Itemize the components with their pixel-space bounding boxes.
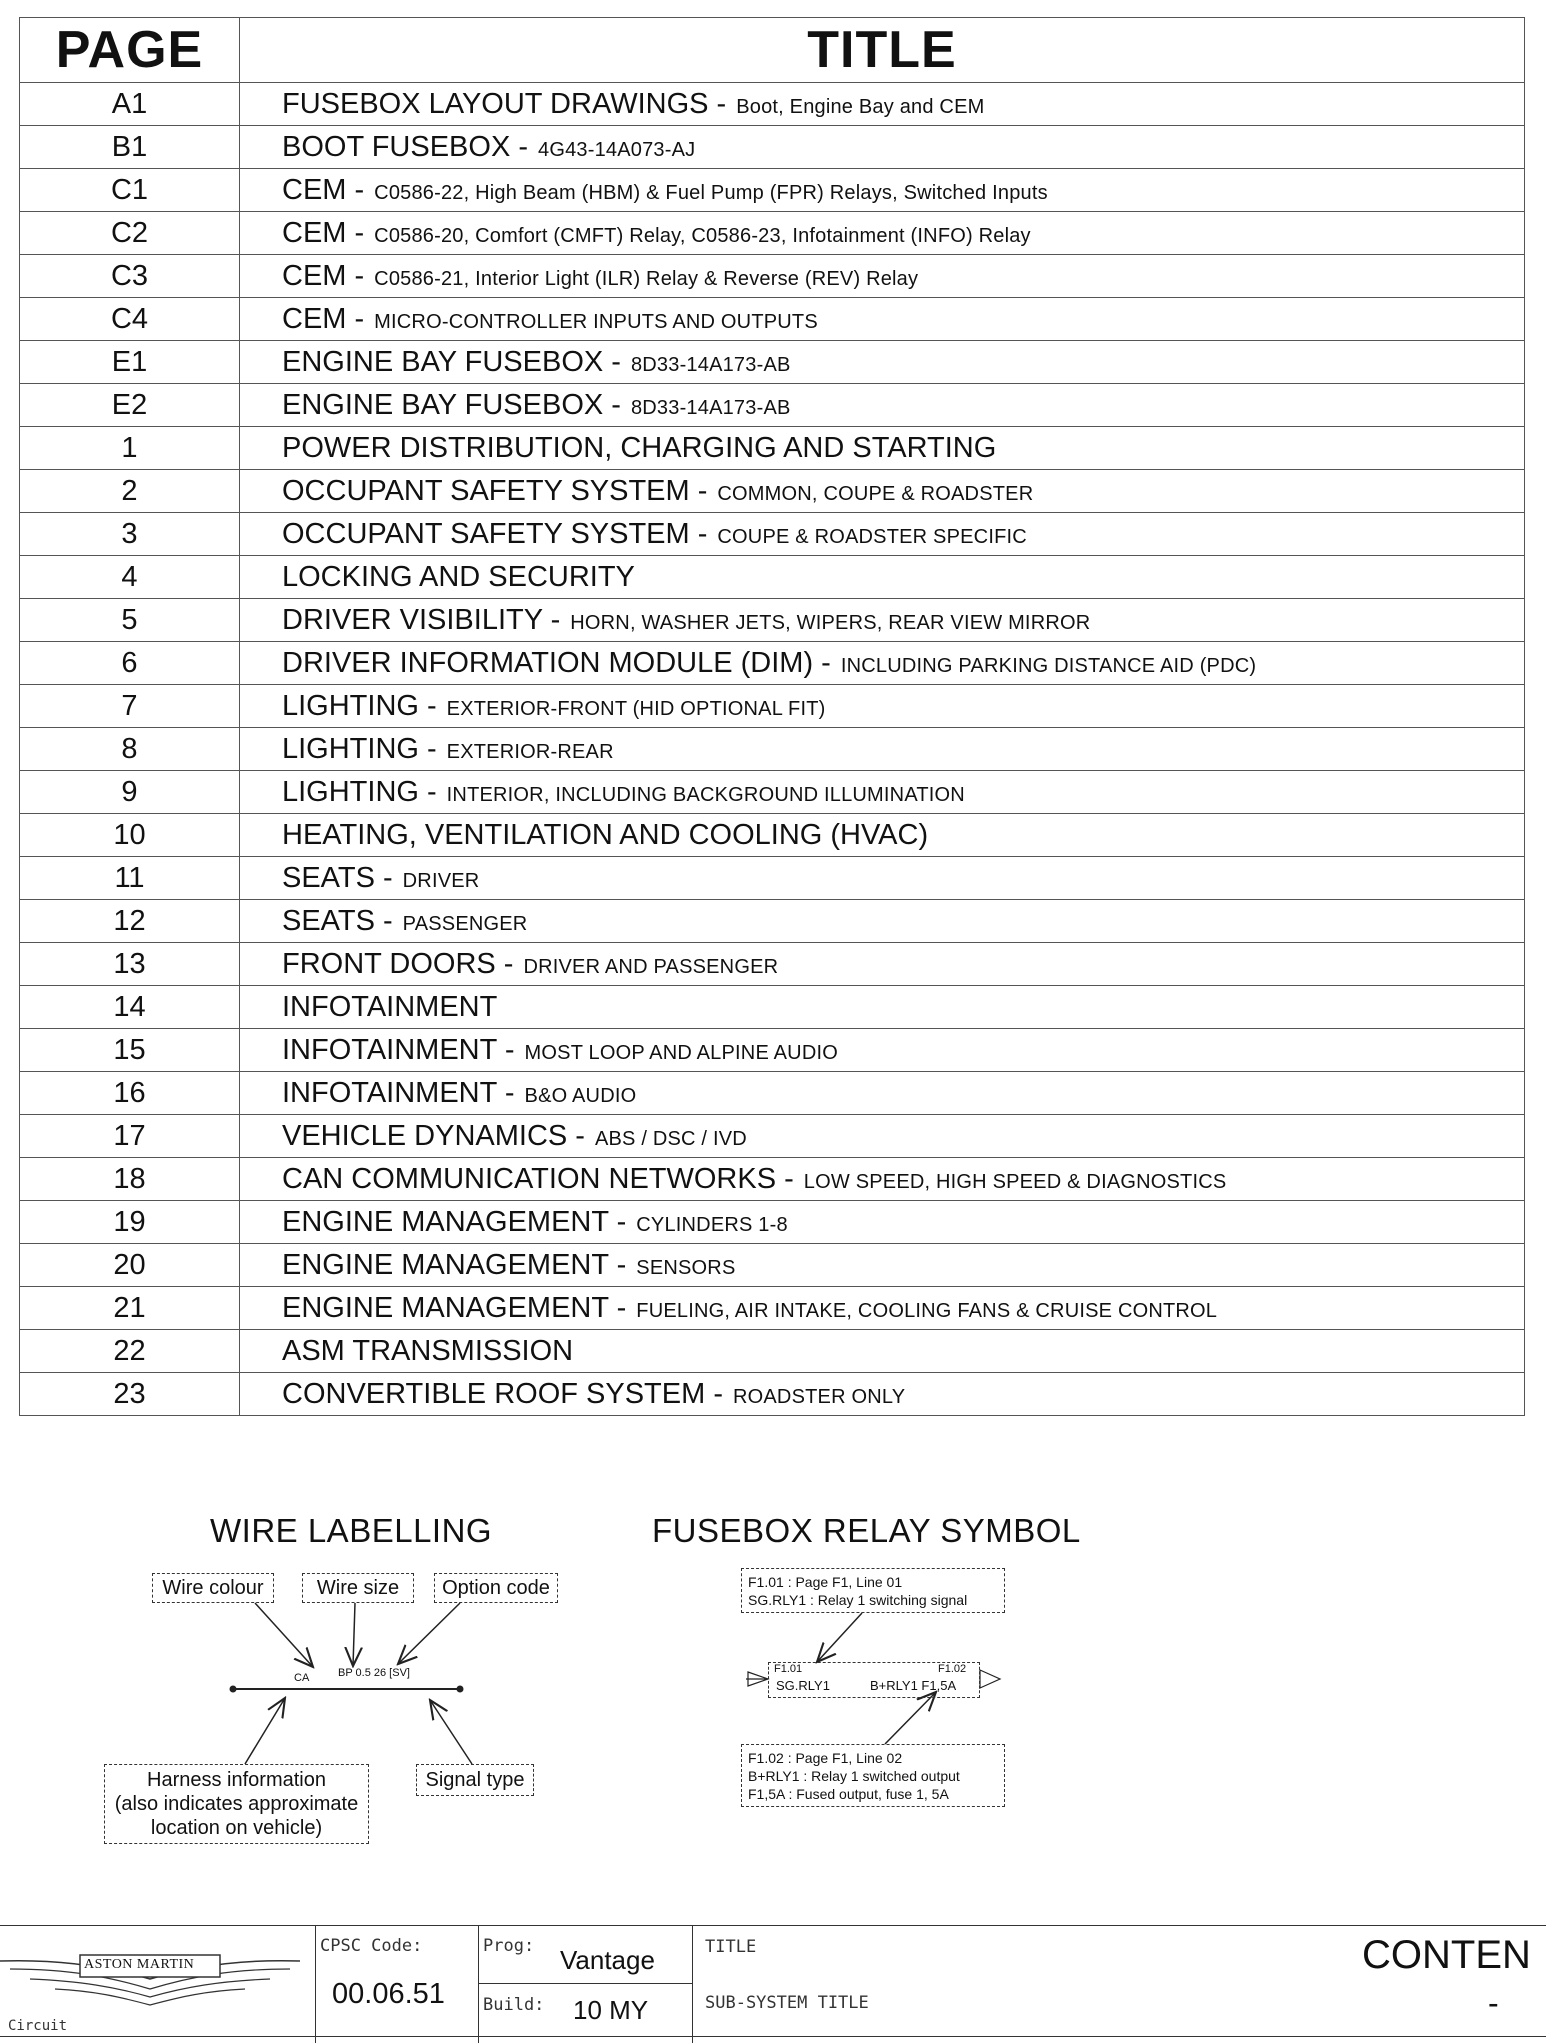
page-number-cell: 18: [20, 1158, 240, 1201]
section-subtitle: DRIVER AND PASSENGER: [523, 955, 779, 978]
page-number-cell: E2: [20, 384, 240, 427]
page-number-cell: 3: [20, 513, 240, 556]
section-title: FUSEBOX LAYOUT DRAWINGS -: [282, 87, 727, 120]
wire-colour-arrow: [255, 1603, 313, 1667]
section-subtitle: SENSORS: [636, 1256, 736, 1279]
page-number-cell: 4: [20, 556, 240, 599]
page-number-cell: 5: [20, 599, 240, 642]
prog-cell-divider: [478, 1925, 479, 2043]
section-title: SEATS -: [282, 904, 393, 937]
section-title: CONVERTIBLE ROOF SYSTEM -: [282, 1377, 723, 1410]
relay-top-note: [741, 1568, 1005, 1613]
page-number-cell: 13: [20, 943, 240, 986]
section-title: CAN COMMUNICATION NETWORKS -: [282, 1162, 794, 1195]
harness-info-line1: Harness information: [147, 1769, 326, 1791]
section-subtitle: CYLINDERS 1-8: [636, 1213, 788, 1236]
page-number-cell: C4: [20, 298, 240, 341]
section-title: INFOTAINMENT: [282, 990, 498, 1023]
title-label: TITLE: [705, 1937, 757, 1957]
section-title: DRIVER INFORMATION MODULE (DIM) -: [282, 646, 831, 679]
page-number-cell: 1: [20, 427, 240, 470]
section-title: ENGINE MANAGEMENT -: [282, 1248, 627, 1281]
section-title: CEM -: [282, 216, 365, 249]
section-subtitle: HORN, WASHER JETS, WIPERS, REAR VIEW MIRROR: [570, 611, 1091, 634]
relay-bottom-note-line2: B+RLY1 : Relay 1 switched output: [748, 1767, 960, 1784]
section-title: LIGHTING -: [282, 689, 437, 722]
section-title: HEATING, VENTILATION AND COOLING (HVAC): [282, 818, 929, 851]
page-number-cell: 9: [20, 771, 240, 814]
section-title: ENGINE BAY FUSEBOX -: [282, 388, 621, 421]
section-subtitle: Boot, Engine Bay and CEM: [736, 95, 985, 118]
cpsc-code-label: CPSC Code:: [320, 1936, 423, 1956]
relay-top-note-line1: F1.01 : Page F1, Line 01: [748, 1573, 903, 1590]
prog-value: Vantage: [560, 1945, 655, 1975]
page-title-value: CONTEN: [1362, 1933, 1531, 1977]
circuit-label: Circuit: [8, 2018, 68, 2034]
relay-bottom-note-line3: F1,5A : Fused output, fuse 1, 5A: [748, 1785, 949, 1802]
section-title: FRONT DOORS -: [282, 947, 514, 980]
section-subtitle: ABS / DSC / IVD: [594, 1127, 747, 1150]
wire-size-box: Wire size: [302, 1573, 414, 1603]
title-column-header: TITLE: [240, 18, 1525, 83]
option-code-box: Option code: [434, 1573, 558, 1603]
section-subtitle: DRIVER: [402, 869, 480, 892]
subsystem-title-label: SUB-SYSTEM TITLE: [705, 1993, 869, 2013]
harness-info-box: [104, 1764, 369, 1844]
section-title: SEATS -: [282, 861, 393, 894]
page-number-cell: C2: [20, 212, 240, 255]
wire-size-arrow: [353, 1603, 355, 1666]
section-subtitle: 8D33-14A173-AB: [630, 396, 791, 419]
section-title: POWER DISTRIBUTION, CHARGING AND STARTING: [282, 431, 997, 464]
section-title: INFOTAINMENT -: [282, 1076, 515, 1109]
section-title: LIGHTING -: [282, 732, 437, 765]
page-number-cell: 14: [20, 986, 240, 1029]
wire-colour-box: Wire colour: [152, 1573, 274, 1603]
page-number-cell: 21: [20, 1287, 240, 1330]
section-title: LIGHTING -: [282, 775, 437, 808]
page-number-cell: 7: [20, 685, 240, 728]
relay-output-arrowhead: [980, 1670, 1000, 1688]
relay-top-note-line2: SG.RLY1 : Relay 1 switching signal: [748, 1591, 968, 1608]
section-subtitle: INTERIOR, INCLUDING BACKGROUND ILLUMINATION: [446, 783, 965, 806]
section-subtitle: 8D33-14A173-AB: [630, 353, 791, 376]
page-number-cell: 12: [20, 900, 240, 943]
wire-left-label: CA: [294, 1672, 310, 1684]
section-subtitle: LOW SPEED, HIGH SPEED & DIAGNOSTICS: [803, 1170, 1227, 1193]
build-label: Build:: [483, 1995, 545, 2015]
cpsc-code-value: 00.06.51: [332, 1978, 445, 2010]
cpsc-cell-divider: [315, 1925, 316, 2043]
page-number-cell: E1: [20, 341, 240, 384]
wire-end-dot-right: [457, 1686, 464, 1693]
section-subtitle: MICRO-CONTROLLER INPUTS AND OUTPUTS: [374, 310, 818, 333]
harness-info-line3: location on vehicle): [150, 1817, 323, 1839]
relay-left-ref: F1.01: [774, 1663, 803, 1675]
aston-martin-logo: [0, 1939, 300, 2009]
logo-text: ASTON MARTIN: [84, 1957, 195, 1972]
section-subtitle: C0586-22, High Beam (HBM) & Fuel Pump (FPR) Relays, Switched Inputs: [374, 181, 1048, 204]
section-subtitle: INCLUDING PARKING DISTANCE AID (PDC): [840, 654, 1257, 677]
section-subtitle: COMMON, COUPE & ROADSTER: [717, 482, 1034, 505]
page-number-cell: 23: [20, 1373, 240, 1416]
build-value: 10 MY: [573, 1995, 649, 2025]
page-number-cell: C1: [20, 169, 240, 212]
wire-labelling-heading: WIRE LABELLING: [210, 1512, 493, 1549]
section-title: CEM -: [282, 259, 365, 292]
page-number-cell: 15: [20, 1029, 240, 1072]
section-title: OCCUPANT SAFETY SYSTEM -: [282, 517, 708, 550]
section-subtitle: PASSENGER: [402, 912, 528, 935]
section-subtitle: C0586-20, Comfort (CMFT) Relay, C0586-23, Infotainment (INFO) Relay: [374, 224, 1031, 247]
wire-end-dot-left: [230, 1686, 237, 1693]
section-subtitle: C0586-21, Interior Light (ILR) Relay & Reverse (REV) Relay: [374, 267, 919, 290]
signal-type-box: Signal type: [416, 1764, 534, 1796]
section-title: ENGINE MANAGEMENT -: [282, 1205, 627, 1238]
section-subtitle: COUPE & ROADSTER SPECIFIC: [717, 525, 1027, 548]
section-title: ENGINE BAY FUSEBOX -: [282, 345, 621, 378]
page-number-cell: B1: [20, 126, 240, 169]
page-number-cell: 17: [20, 1115, 240, 1158]
section-subtitle: EXTERIOR-FRONT (HID OPTIONAL FIT): [446, 697, 826, 720]
section-title: BOOT FUSEBOX -: [282, 130, 529, 163]
title-block-top-rule: [0, 1925, 1546, 1926]
page-number-cell: 2: [20, 470, 240, 513]
page-number-cell: 10: [20, 814, 240, 857]
relay-top-arrow: [817, 1613, 862, 1662]
prog-label: Prog:: [483, 1936, 535, 1956]
page-number-cell: 8: [20, 728, 240, 771]
page-number-cell: 16: [20, 1072, 240, 1115]
relay-symbol-heading: FUSEBOX RELAY SYMBOL: [652, 1512, 1081, 1549]
harness-info-arrow: [245, 1698, 285, 1764]
page-number-cell: A1: [20, 83, 240, 126]
section-title: ENGINE MANAGEMENT -: [282, 1291, 627, 1324]
section-subtitle: 4G43-14A073-AJ: [538, 138, 696, 161]
signal-type-arrow: [430, 1700, 472, 1764]
section-subtitle: MOST LOOP AND ALPINE AUDIO: [524, 1041, 838, 1064]
title-block: [0, 1925, 1546, 2043]
wire-right-label: BP 0.5 26 [SV]: [338, 1667, 410, 1679]
subsystem-title-value: -: [1488, 1985, 1499, 2021]
section-title: INFOTAINMENT -: [282, 1033, 515, 1066]
page-number-cell: 6: [20, 642, 240, 685]
page-number-cell: C3: [20, 255, 240, 298]
relay-right-signal: B+RLY1 F1,5A: [870, 1678, 957, 1693]
relay-left-signal: SG.RLY1: [776, 1678, 830, 1693]
section-subtitle: ROADSTER ONLY: [732, 1385, 906, 1408]
section-subtitle: FUELING, AIR INTAKE, COOLING FANS & CRUISE CONTROL: [636, 1299, 1218, 1322]
section-title: CEM -: [282, 302, 365, 335]
page-number-cell: 19: [20, 1201, 240, 1244]
section-subtitle: EXTERIOR-REAR: [446, 740, 614, 763]
page-column-header: PAGE: [20, 18, 240, 83]
section-subtitle: B&O AUDIO: [524, 1084, 637, 1107]
section-title: DRIVER VISIBILITY -: [282, 603, 561, 636]
section-title: ASM TRANSMISSION: [282, 1334, 574, 1367]
relay-bottom-note: [741, 1744, 1005, 1807]
section-title: LOCKING AND SECURITY: [282, 560, 635, 593]
page-number-cell: 11: [20, 857, 240, 900]
section-title: VEHICLE DYNAMICS -: [282, 1119, 585, 1152]
harness-info-line2: (also indicates approximate: [114, 1793, 359, 1815]
section-title: OCCUPANT SAFETY SYSTEM -: [282, 474, 708, 507]
relay-right-ref: F1.02: [938, 1663, 967, 1675]
page-number-cell: 20: [20, 1244, 240, 1287]
option-code-arrow: [398, 1603, 460, 1664]
title-cell-divider: [692, 1925, 693, 2043]
prog-build-divider: [478, 1983, 692, 1984]
page-number-cell: 22: [20, 1330, 240, 1373]
relay-bottom-note-line1: F1.02 : Page F1, Line 02: [748, 1749, 903, 1766]
title-block-bottom-rule: [0, 2036, 1546, 2037]
section-title: CEM -: [282, 173, 365, 206]
relay-bottom-arrow: [885, 1692, 936, 1744]
